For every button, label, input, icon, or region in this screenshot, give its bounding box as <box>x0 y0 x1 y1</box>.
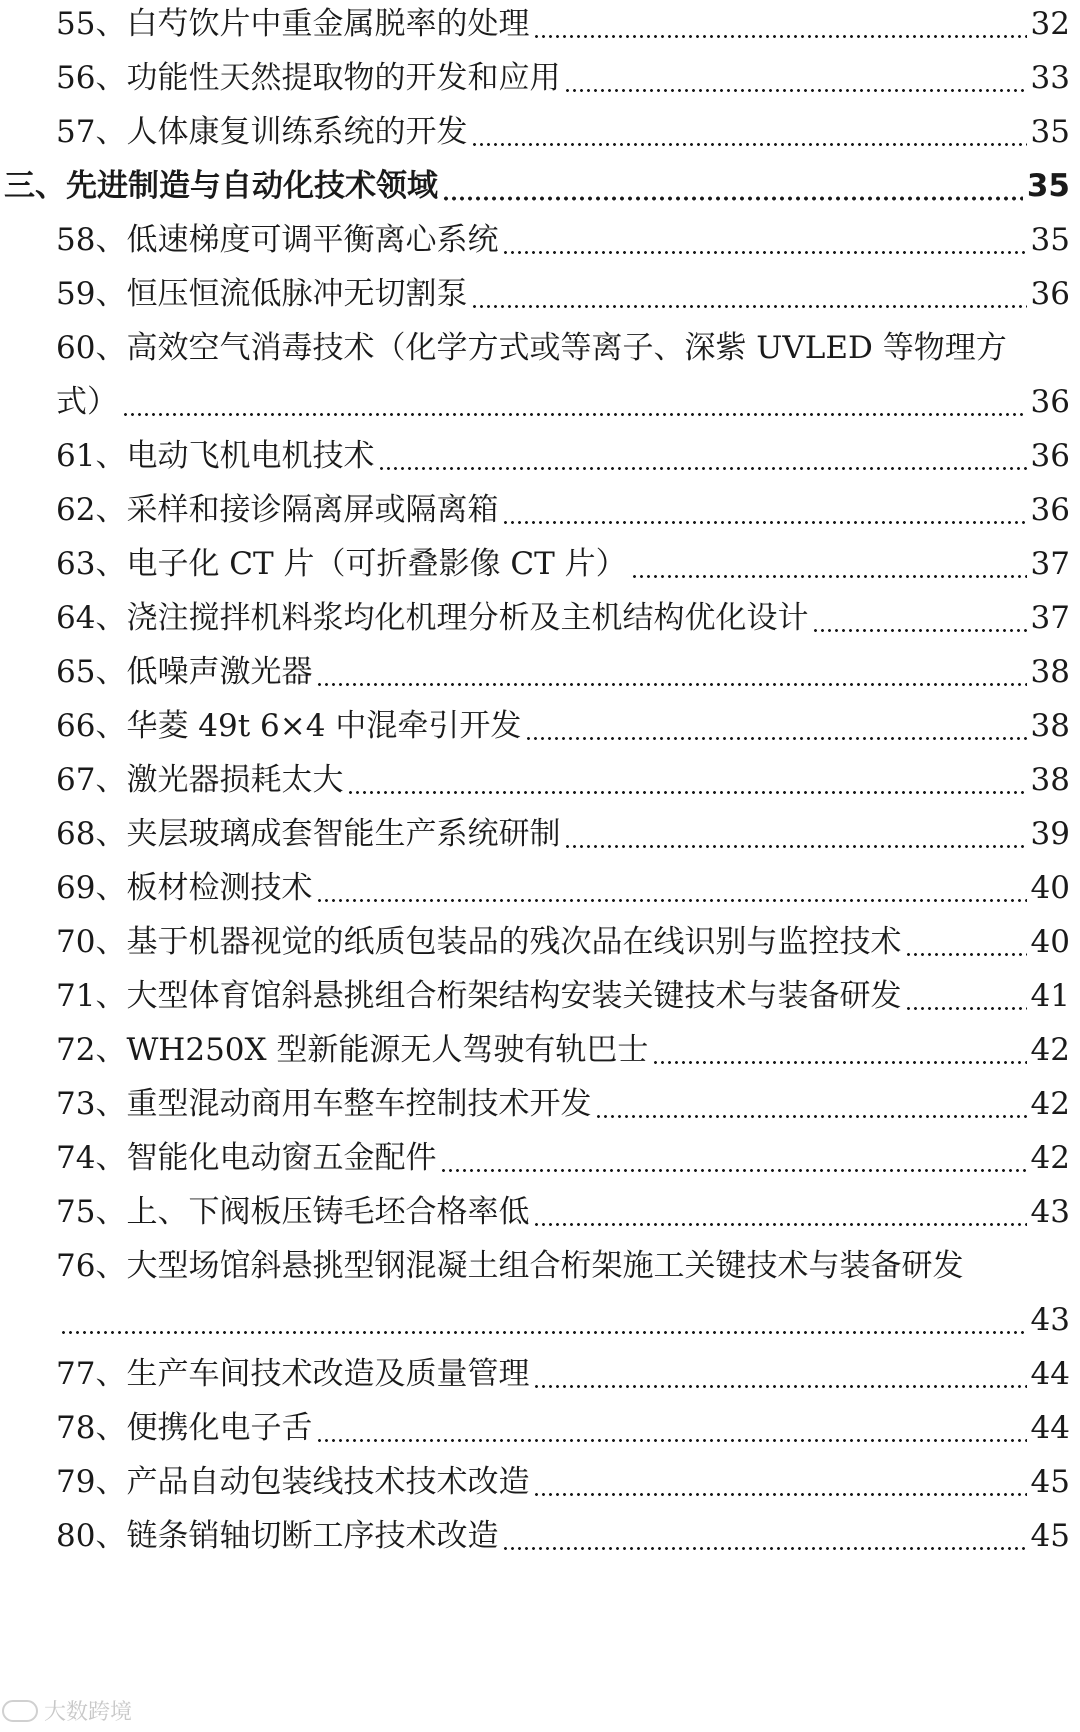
watermark <box>2 1695 132 1726</box>
toc-entry-title: 59、恒压恒流低脉冲无切割泵 <box>56 276 468 312</box>
toc-page-number: 45 <box>1030 1464 1070 1500</box>
dot-leader <box>502 521 1026 524</box>
toc-entry[interactable] <box>0 480 1080 540</box>
toc-entry[interactable] <box>0 1236 1080 1296</box>
toc-page-number: 36 <box>1030 276 1070 312</box>
toc-page-number: 39 <box>1030 816 1070 852</box>
dot-leader <box>316 1439 1026 1442</box>
toc-page-number: 42 <box>1030 1140 1070 1176</box>
toc-entry-continuation[interactable] <box>0 372 1080 432</box>
toc-entry-title: 78、便携化电子舌 <box>56 1410 313 1446</box>
toc-entry-title: 57、人体康复训练系统的开发 <box>56 114 468 150</box>
dot-leader <box>502 251 1026 254</box>
dot-leader <box>316 683 1026 686</box>
toc-page-number: 43 <box>1030 1302 1070 1338</box>
toc-entry-title: 63、电子化 CT 片（可折叠影像 CT 片） <box>56 546 627 582</box>
dot-leader <box>812 629 1026 632</box>
toc-page-number: 38 <box>1030 708 1070 744</box>
toc-section-heading[interactable] <box>0 156 1080 216</box>
toc-entry[interactable] <box>0 1452 1080 1512</box>
toc-entry-title: 55、白芍饮片中重金属脱率的处理 <box>56 6 530 42</box>
toc-entry-title: 80、链条销轴切断工序技术改造 <box>56 1518 499 1554</box>
dot-leader <box>905 1007 1026 1010</box>
toc-entry[interactable] <box>0 642 1080 702</box>
dot-leader <box>564 89 1026 92</box>
toc-page-number: 45 <box>1030 1518 1070 1554</box>
toc-entry[interactable] <box>0 264 1080 324</box>
toc-entry[interactable] <box>0 696 1080 756</box>
dot-leader <box>440 1169 1026 1172</box>
toc-entry-title: 75、上、下阀板压铸毛坯合格率低 <box>56 1194 530 1230</box>
toc-entry-title: 79、产品自动包装线技术技术改造 <box>56 1464 530 1500</box>
toc-entry-title-continuation: 式） <box>56 384 118 420</box>
toc-entry-title: 62、采样和接诊隔离屏或隔离箱 <box>56 492 499 528</box>
toc-page-number: 37 <box>1030 600 1070 636</box>
dot-leader <box>564 845 1026 848</box>
watermark-logo-icon <box>2 1700 38 1722</box>
toc-page-number: 41 <box>1030 978 1070 1014</box>
toc-entry[interactable] <box>0 1344 1080 1404</box>
toc-page-number: 36 <box>1030 438 1070 474</box>
toc-entry[interactable] <box>0 318 1080 378</box>
toc-entry[interactable] <box>0 588 1080 648</box>
toc-page-number: 37 <box>1030 546 1070 582</box>
toc-entry-title: 71、大型体育馆斜悬挑组合桁架结构安装关键技术与装备研发 <box>56 978 902 1014</box>
toc-entry[interactable] <box>0 426 1080 486</box>
toc-entry-title: 77、生产车间技术改造及质量管理 <box>56 1356 530 1392</box>
toc-entry[interactable] <box>0 1506 1080 1566</box>
toc-page-number: 35 <box>1030 114 1070 150</box>
toc-entry[interactable] <box>0 102 1080 162</box>
toc-entry-title: 60、高效空气消毒技术（化学方式或等离子、深紫 UVLED 等物理方 <box>56 330 1007 366</box>
toc-entry-title: 74、智能化电动窗五金配件 <box>56 1140 437 1176</box>
toc-entry[interactable] <box>0 1128 1080 1188</box>
toc-entry[interactable] <box>0 750 1080 810</box>
toc-entry[interactable] <box>0 534 1080 594</box>
toc-entry-title: 76、大型场馆斜悬挑型钢混凝土组合桁架施工关键技术与装备研发 <box>56 1248 964 1284</box>
dot-leader <box>502 1547 1026 1550</box>
dot-leader <box>533 1493 1026 1496</box>
toc-section-title: 三、先进制造与自动化技术领域 <box>4 168 438 204</box>
toc-entry[interactable] <box>0 966 1080 1026</box>
toc-entry[interactable] <box>0 1020 1080 1080</box>
dot-leader <box>122 413 1027 416</box>
toc-page-number: 40 <box>1030 924 1070 960</box>
toc-entry[interactable] <box>0 48 1080 108</box>
toc-page-number: 42 <box>1030 1086 1070 1122</box>
toc-entry-title: 66、华菱 49t 6×4 中混牵引开发 <box>56 708 522 744</box>
toc-entry[interactable] <box>0 912 1080 972</box>
toc-page-number: 44 <box>1030 1356 1070 1392</box>
toc-entry[interactable] <box>0 1398 1080 1458</box>
toc-page-number: 36 <box>1030 492 1070 528</box>
toc-entry-title: 72、WH250X 型新能源无人驾驶有轨巴士 <box>56 1032 649 1068</box>
toc-entry-title: 64、浇注搅拌机料浆均化机理分析及主机结构优化设计 <box>56 600 809 636</box>
toc-page-number: 33 <box>1030 60 1070 96</box>
dot-leader <box>471 305 1026 308</box>
dot-leader <box>631 575 1027 578</box>
toc-entry[interactable] <box>0 858 1080 918</box>
dot-leader <box>533 1385 1026 1388</box>
watermark-text: 大数跨境 <box>44 1700 133 1725</box>
toc-entry-title: 65、低噪声激光器 <box>56 654 313 690</box>
toc-page-number: 36 <box>1030 384 1070 420</box>
toc-entry[interactable] <box>0 210 1080 270</box>
toc-page-number: 38 <box>1030 654 1070 690</box>
dot-leader <box>316 899 1026 902</box>
dot-leader <box>471 143 1026 146</box>
toc-entry-title: 70、基于机器视觉的纸质包装品的残次品在线识别与监控技术 <box>56 924 902 960</box>
toc-page-number: 40 <box>1030 870 1070 906</box>
toc-page-number: 32 <box>1030 6 1070 42</box>
dot-leader <box>533 35 1026 38</box>
toc-entry[interactable] <box>0 1182 1080 1242</box>
toc-entry-title: 67、激光器损耗太大 <box>56 762 344 798</box>
dot-leader <box>905 953 1026 956</box>
dot-leader <box>525 737 1026 740</box>
dot-leader <box>378 467 1026 470</box>
dot-leader <box>347 791 1026 794</box>
toc-entry[interactable] <box>0 804 1080 864</box>
toc-page-number: 35 <box>1030 222 1070 258</box>
dot-leader <box>442 196 1023 201</box>
toc-page-number: 42 <box>1030 1032 1070 1068</box>
toc-page-number: 44 <box>1030 1410 1070 1446</box>
toc-page-number: 38 <box>1030 762 1070 798</box>
dot-leader <box>595 1115 1026 1118</box>
toc-page-number: 35 <box>1026 168 1070 204</box>
toc-entry-title: 61、电动飞机电机技术 <box>56 438 375 474</box>
dot-leader <box>533 1223 1026 1226</box>
toc-entry-title: 68、夹层玻璃成套智能生产系统研制 <box>56 816 561 852</box>
toc-entry-title: 73、重型混动商用车整车控制技术开发 <box>56 1086 592 1122</box>
toc-entry-title: 58、低速梯度可调平衡离心系统 <box>56 222 499 258</box>
dot-leader <box>652 1061 1026 1064</box>
toc-page-number: 43 <box>1030 1194 1070 1230</box>
toc-entry-continuation[interactable] <box>0 1290 1080 1350</box>
toc-entry[interactable] <box>0 1074 1080 1134</box>
toc-entry[interactable] <box>0 0 1080 54</box>
toc-entry-title: 69、板材检测技术 <box>56 870 313 906</box>
dot-leader <box>60 1331 1027 1334</box>
toc-entry-title: 56、功能性天然提取物的开发和应用 <box>56 60 561 96</box>
